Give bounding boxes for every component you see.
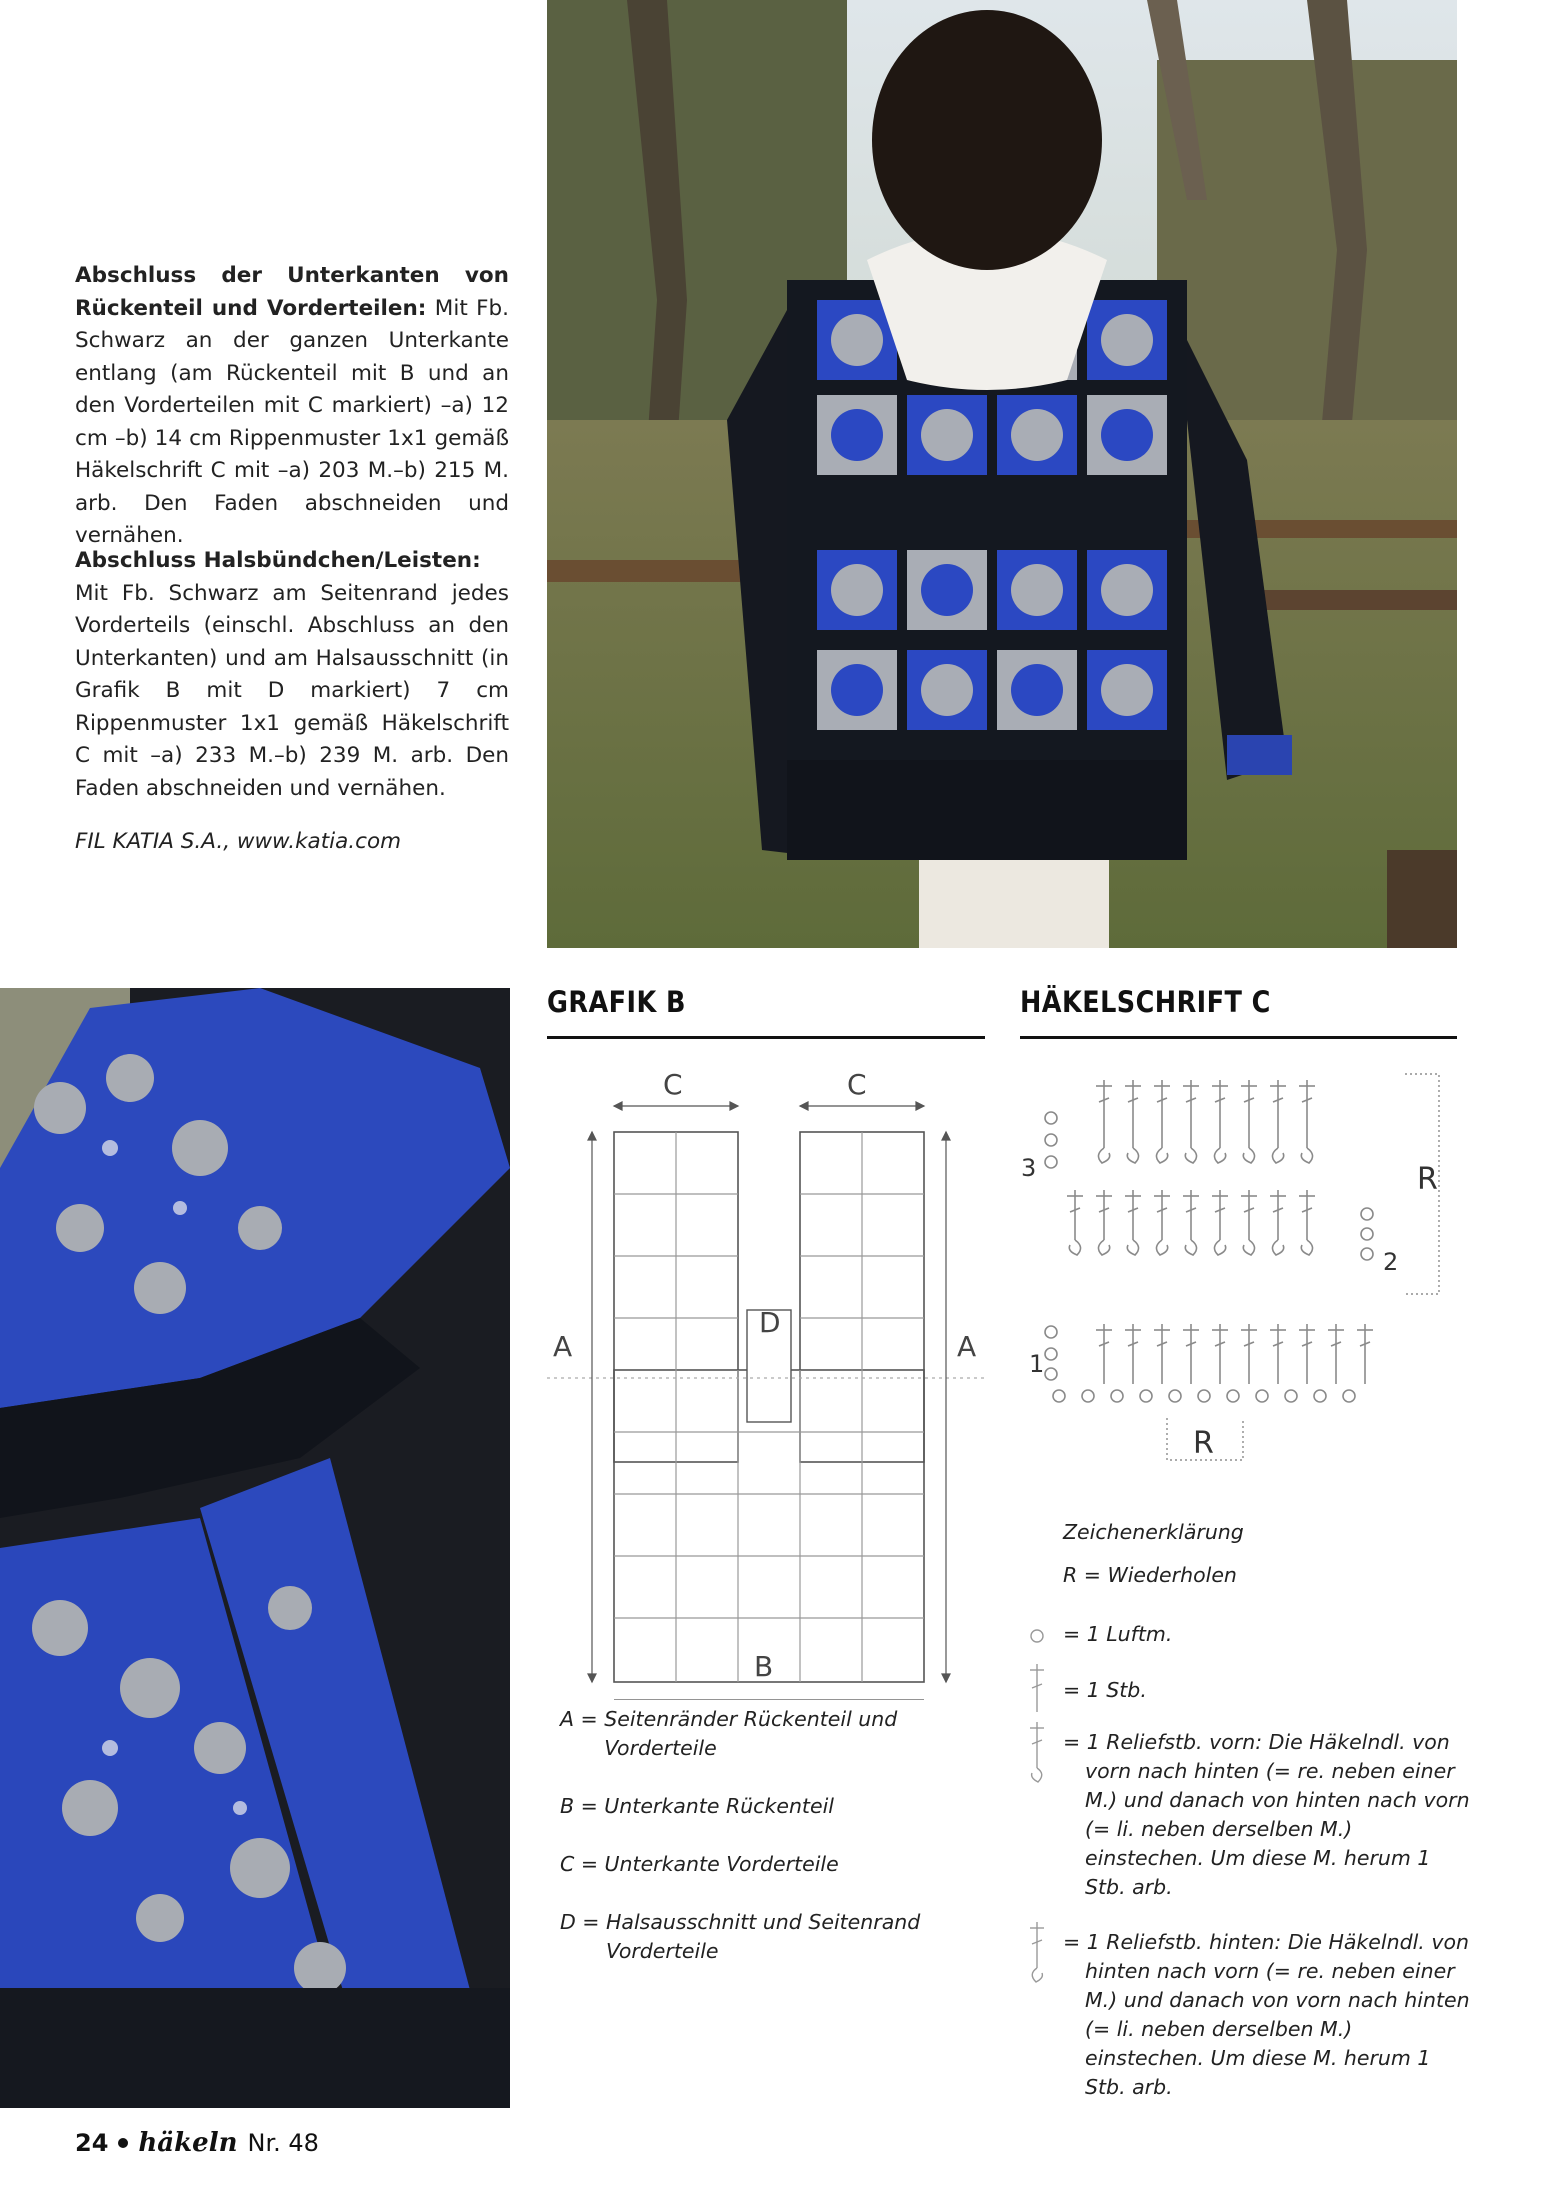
crochet-chart-diagram <box>1015 1062 1457 1492</box>
legend-key-d: D = <box>560 1910 606 1934</box>
issue-number: Nr. 48 <box>247 2129 319 2157</box>
section1-heading: Abschluss der Unterkanten von Rückenteil und Vorderteilen: <box>75 263 509 321</box>
footer-bullet <box>118 2138 128 2148</box>
grafik-b-label-c-left: C <box>663 1068 683 1101</box>
haekelschrift-c-chart <box>1015 1062 1457 1492</box>
legend-text-d: Halsausschnitt und Seitenrand Vorderteile <box>606 1910 921 1963</box>
chart-label-row2: 2 <box>1383 1248 1399 1276</box>
closeup-photo-illustration <box>0 988 510 2108</box>
chart-label-row1: 1 <box>1029 1350 1045 1378</box>
grafik-b-legend <box>560 1705 980 1966</box>
model-photo <box>547 0 1457 948</box>
section2-heading: Abschluss Halsbündchen/Leisten: <box>75 548 481 573</box>
legend-row-b <box>560 1792 980 1821</box>
symbol-back-post-text: = 1 Reliefstb. hinten: Die Häkelndl. von hinten nach vorn (= re. neben einer M.) und danach von vorn nach hinten (= li. neben derselben M.) einstechen. Um diese M. herum 1 Stb. arb. <box>1063 1930 1470 2099</box>
grafik-b-schematic <box>547 1060 985 1700</box>
section-unterkanten <box>75 260 509 553</box>
haekelschrift-c-rule <box>1020 1036 1457 1039</box>
grafik-b-label-b: B <box>754 1650 774 1683</box>
page-number: 24 <box>75 2129 109 2157</box>
section1-body: Mit Fb. Schwarz an der ganzen Unterkante entlang (am Rückenteil mit B und an den Vorderteilen mit C markiert) –a) 12 cm –b) 14 cm Rippenmuster 1x1 gemäß Häkelschrift C mit –a) 203 M.–b) 215 M. arb. Den Faden abschneiden und vernähen. <box>75 295 509 548</box>
grafik-b-diagram <box>547 1060 985 1700</box>
symbol-chain-text: = 1 Luftm. <box>1063 1622 1173 1646</box>
legend-text-c: Unterkante Vorderteile <box>604 1852 839 1876</box>
section2-body: Mit Fb. Schwarz am Seitenrand jedes Vorderteils (einschl. Abschluss an den Unterkanten) und am Halsausschnitt (in Grafik B mit D markiert) 7 cm Rippenmuster 1x1 gemäß Häkelschrift C mit –a) 233 M.–b) 239 M. arb. Den Faden abschneiden und vernähen. <box>75 580 509 801</box>
grafik-b-title: GRAFIK B <box>547 985 686 1019</box>
grafik-b-rule <box>547 1036 985 1039</box>
legend-row-a <box>560 1705 980 1763</box>
legend-text-a: Seitenränder Rückenteil und Vorderteile <box>604 1707 898 1760</box>
legend-repeat-note: R = Wiederholen <box>1063 1563 1237 1587</box>
model-photo-illustration <box>547 0 1457 948</box>
chart-label-r-bottom: R <box>1193 1426 1214 1461</box>
chart-label-row3: 3 <box>1021 1154 1037 1182</box>
legend-title: Zeichenerklärung <box>1063 1520 1244 1544</box>
symbol-dc-text: = 1 Stb. <box>1063 1678 1147 1702</box>
chain-stitch-icon <box>1022 1620 1052 1650</box>
legend-text-b: Unterkante Rückenteil <box>604 1794 834 1818</box>
page-footer <box>75 2128 319 2158</box>
legend-key-a: A = <box>560 1707 605 1731</box>
legend-row-d <box>560 1908 980 1966</box>
grafik-b-label-a-right: A <box>957 1330 977 1363</box>
back-post-dc-icon <box>1022 1918 1056 1988</box>
credit-line: FIL KATIA S.A., www.katia.com <box>75 829 402 854</box>
magazine-name: häkeln <box>138 2128 238 2158</box>
chart-label-r-right: R <box>1417 1162 1438 1197</box>
grafik-b-label-c-right: C <box>847 1068 867 1101</box>
section-halsbuendchen <box>75 545 509 805</box>
closeup-photo <box>0 988 510 2108</box>
haekelschrift-c-title: HÄKELSCHRIFT C <box>1020 985 1271 1019</box>
double-crochet-icon <box>1022 1660 1052 1716</box>
symbol-front-post-text: = 1 Reliefstb. vorn: Die Häkelndl. von vorn nach hinten (= re. neben einer M.) und danach von hinten nach vorn (= li. neben derselben M.) einstechen. Um diese M. herum 1 Stb. arb. <box>1063 1730 1470 1899</box>
grafik-b-label-d: D <box>759 1306 781 1339</box>
grafik-b-label-a-left: A <box>553 1330 573 1363</box>
legend-key-c: C = <box>560 1852 605 1876</box>
legend-key-b: B = <box>560 1794 605 1818</box>
legend-row-c <box>560 1850 980 1879</box>
front-post-dc-icon <box>1022 1718 1056 1788</box>
